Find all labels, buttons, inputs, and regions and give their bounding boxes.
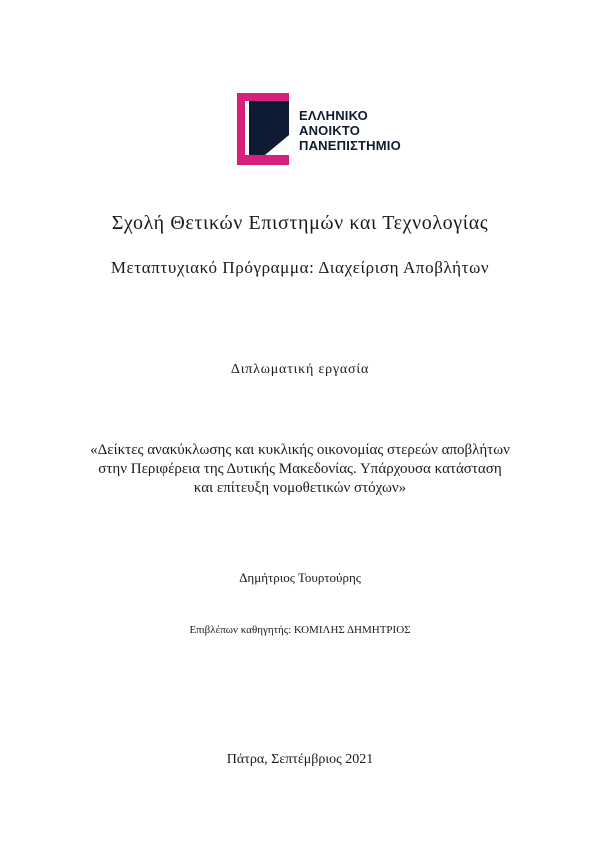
thesis-title-line-3: και επίτευξη νομοθετικών στόχων» [193,480,407,496]
thesis-title [40,441,560,498]
logo-line-1: ΕΛΛΗΝΙΚΟ [299,108,368,123]
logo-emblem-icon [237,93,297,165]
thesis-title-line-1: «Δείκτες ανακύκλωσης και κυκλικής οικονομίας στερεών αποβλήτων [90,442,510,458]
program-name: Μεταπτυχιακό Πρόγραμμα: Διαχείριση Αποβλήτων [110,258,490,277]
school-name: Σχολή Θετικών Επιστημών και Τεχνολογίας [111,212,489,234]
author-name: Δημήτριος Τουρτούρης [239,570,361,585]
logo-line-3: ΠΑΝΕΠΙΣΤΗΜΙΟ [299,138,401,153]
supervisor-name: Επιβλέπων καθηγητής: ΚΟΜΙΛΗΣ ΔΗΜΗΤΡΙΟΣ [189,624,411,636]
document-type: Διπλωματική εργασία [230,362,370,377]
thesis-title-line-2: στην Περιφέρεια της Δυτικής Μακεδονίας. Υπάρχουσα κατάσταση [98,461,502,477]
logo-wordmark [299,108,401,153]
logo-line-2: ΑΝΟΙΚΤΟ [299,123,361,138]
university-logo [237,93,417,165]
place-and-date: Πάτρα, Σεπτέμβριος 2021 [226,752,374,767]
